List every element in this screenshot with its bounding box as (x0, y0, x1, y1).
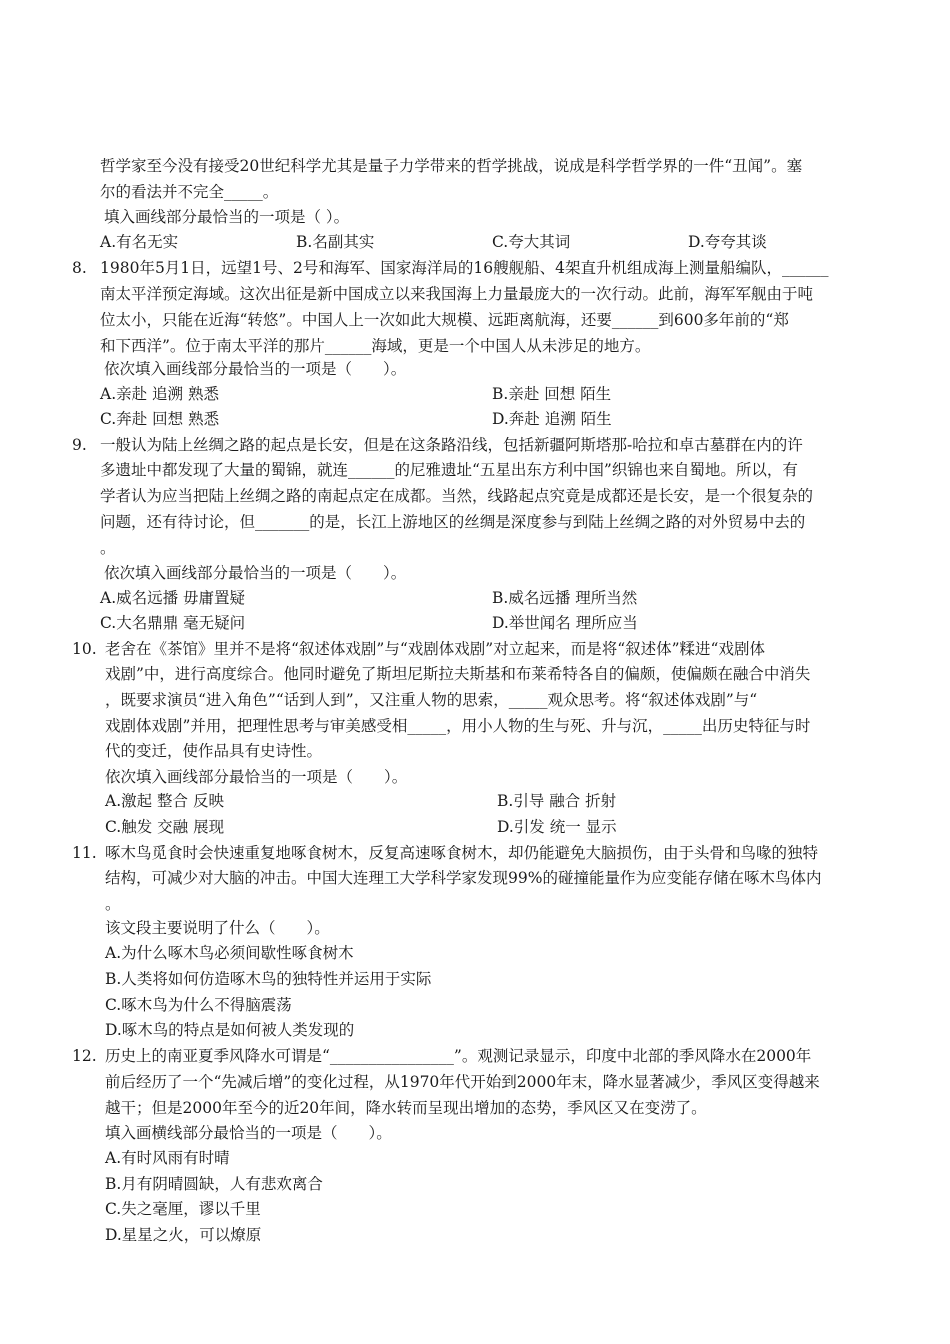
q8-prompt: 依次填入画线部分最恰当的一项是（ ）。 (104, 360, 407, 378)
q11-option-a: A.为什么啄木鸟必须间歇性啄食树木 (105, 944, 354, 962)
q10-option-d: D.引发 统一 显示 (497, 818, 617, 836)
q9-line-2: 多遗址中都发现了大量的蜀锦，就连______的尼雅遗址“五星出东方利中国”织锦也来自蜀地。所以，有 (100, 461, 798, 479)
question-number-12: 12. (72, 1047, 97, 1065)
q12-line-2: 前后经历了一个“先减后增”的变化过程，从1970年代开始到2000年末，降水显著减少，季风区变得越来 (105, 1073, 820, 1091)
q10-line-3: ，既要求演员“进入角色”“话到人到”，又注重人物的思索，_____观众思考。将“叙述体戏剧”与“ (105, 691, 758, 709)
q9-option-a: A.威名远播 毋庸置疑 (100, 589, 246, 607)
q12-option-d: D.星星之火，可以燎原 (105, 1226, 262, 1244)
q11-prompt: 该文段主要说明了什么（ ）。 (105, 919, 330, 937)
q11-line-3: 。 (105, 895, 121, 913)
q8-option-d: D.奔赴 追溯 陌生 (492, 410, 612, 428)
q10-line-1: 老舍在《茶馆》里并不是将“叙述体戏剧”与“戏剧体戏剧”对立起来，而是将“叙述体”糅进“戏剧体 (105, 640, 765, 658)
q9-line-4: 问题，还有待讨论，但_______的是，长江上游地区的丝绸是深度参与到陆上丝绸之路的对外贸易中去的 (100, 513, 806, 531)
q11-option-b: B.人类将如何仿造啄木鸟的独特性并运用于实际 (105, 970, 432, 988)
q9-prompt: 依次填入画线部分最恰当的一项是（ ）。 (104, 564, 407, 582)
question-number-8: 8. (72, 259, 87, 277)
question-number-9: 9. (72, 436, 87, 454)
q8-line-2: 南太平洋预定海域。这次出征是新中国成立以来我国海上力量最庞大的一次行动。此前，海军军舰由于吨 (100, 285, 814, 303)
intro-prompt: 填入画线部分最恰当的一项是（ ）。 (104, 208, 350, 226)
q12-option-b: B.月有阴晴圆缺，人有悲欢离合 (105, 1175, 323, 1193)
q9-option-d: D.举世闻名 理所应当 (492, 614, 638, 632)
q11-option-d: D.啄木鸟的特点是如何被人类发现的 (105, 1021, 355, 1039)
q10-option-c: C.触发 交融 展现 (105, 818, 225, 836)
intro-option-a: A.有名无实 (100, 233, 179, 251)
q8-option-c: C.奔赴 回想 熟悉 (100, 410, 220, 428)
question-number-10: 10. (72, 640, 97, 658)
q9-line-5: 。 (100, 539, 116, 557)
q12-option-a: A.有时风雨有时晴 (105, 1149, 230, 1167)
q9-option-b: B.威名远播 理所当然 (492, 589, 638, 607)
q8-line-1: 1980年5月1日，远望1号、2号和海军、国家海洋局的16艘舰船、4架直升机组成海上测量船编队，______ (100, 259, 829, 277)
intro-option-b: B.名副其实 (296, 233, 375, 251)
intro-line-2: 尔的看法并不完全_____。 (100, 183, 279, 201)
q10-prompt: 依次填入画线部分最恰当的一项是（ ）。 (105, 768, 408, 786)
q12-line-3: 越干；但是2000年至今的近20年间，降水转而呈现出增加的态势，季风区又在变涝了。 (105, 1099, 707, 1117)
q8-line-3: 位太小，只能在近海“转悠”。中国人上一次如此大规模、远距离航海，还要______到600多年前的“郑 (100, 311, 789, 329)
q10-line-2: 戏剧”中，进行高度综合。他同时避免了斯坦尼斯拉夫斯基和布莱希特各自的偏颇，使偏颇在融合中消失 (105, 665, 811, 683)
question-number-11: 11. (72, 844, 97, 862)
intro-line-1: 哲学家至今没有接受20世纪科学尤其是量子力学带来的哲学挑战，说成是科学哲学界的一件“丑闻”。塞 (100, 157, 803, 175)
q12-option-c: C.失之毫厘，谬以千里 (105, 1200, 261, 1218)
q10-line-4: 戏剧体戏剧”并用，把理性思考与审美感受相_____，用小人物的生与死、升与沉，_____出历史特征与时 (105, 717, 811, 735)
q12-line-1: 历史上的南亚夏季风降水可谓是“________________”。观测记录显示，印度中北部的季风降水在2000年 (105, 1047, 812, 1065)
q11-line-2: 结构，可减少对大脑的冲击。中国大连理工大学科学家发现99%的碰撞能量作为应变能存储在啄木鸟体内 (105, 869, 822, 887)
intro-option-d: D.夸夸其谈 (688, 233, 767, 251)
q11-line-1: 啄木鸟觅食时会快速重复地啄食树木，反复高速啄食树木，却仍能避免大脑损伤，由于头骨和鸟喙的独特 (105, 844, 819, 862)
q10-option-a: A.激起 整合 反映 (105, 792, 224, 810)
q12-prompt: 填入画横线部分最恰当的一项是（ ）。 (105, 1124, 392, 1142)
q10-line-5: 代的变迁，使作品具有史诗性。 (105, 742, 323, 760)
q9-line-1: 一般认为陆上丝绸之路的起点是长安，但是在这条路沿线，包括新疆阿斯塔那-哈拉和卓古墓群在内的许 (100, 436, 803, 454)
q10-option-b: B.引导 融合 折射 (497, 792, 617, 810)
q9-option-c: C.大名鼎鼎 毫无疑问 (100, 614, 246, 632)
q9-line-3: 学者认为应当把陆上丝绸之路的南起点定在成都。当然，线路起点究竟是成都还是长安，是一个很复杂的 (100, 487, 814, 505)
q8-line-4: 和下西洋”。位于南太平洋的那片______海域，更是一个中国人从未涉足的地方。 (100, 337, 651, 355)
q11-option-c: C.啄木鸟为什么不得脑震荡 (105, 996, 292, 1014)
q8-option-b: B.亲赴 回想 陌生 (492, 385, 612, 403)
intro-option-c: C.夸大其词 (492, 233, 571, 251)
q8-option-a: A.亲赴 追溯 熟悉 (100, 385, 219, 403)
